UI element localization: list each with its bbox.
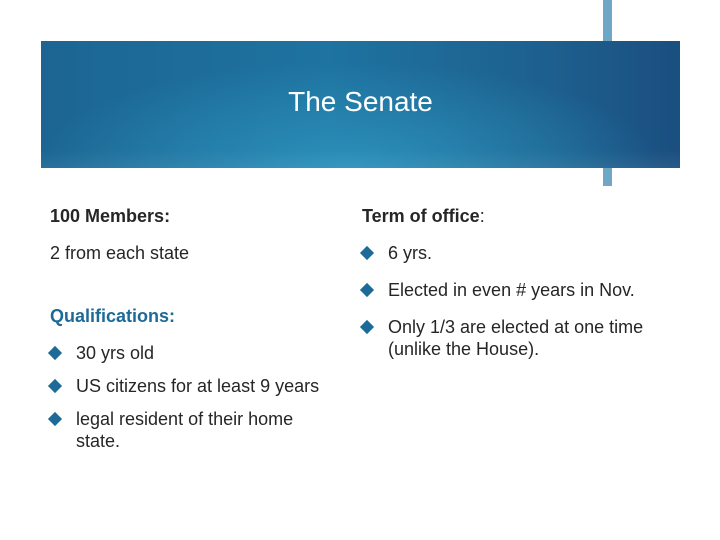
diamond-bullet-icon bbox=[48, 346, 62, 360]
term-list bbox=[362, 242, 682, 360]
members-detail: 2 from each state bbox=[50, 243, 190, 263]
members-heading: 100 Members: bbox=[50, 206, 171, 226]
list-item: 6 yrs. bbox=[362, 242, 682, 264]
term-heading-colon: : bbox=[479, 206, 485, 226]
qualifications-section bbox=[50, 305, 350, 452]
term-heading-text: Term of office bbox=[362, 206, 480, 226]
list-item: Elected in even # years in Nov. bbox=[362, 279, 682, 301]
list-item: 30 yrs old bbox=[50, 342, 350, 364]
diamond-bullet-icon bbox=[360, 320, 374, 334]
list-item: legal resident of their home state. bbox=[50, 408, 330, 452]
list-item: Only 1/3 are elected at one time (unlike the House). bbox=[362, 316, 677, 360]
qualifications-list bbox=[50, 342, 350, 452]
term-heading bbox=[362, 205, 682, 227]
title-banner bbox=[41, 41, 680, 168]
diamond-bullet-icon bbox=[360, 283, 374, 297]
list-item: US citizens for at least 9 years bbox=[50, 375, 350, 397]
diamond-bullet-icon bbox=[48, 412, 62, 426]
qualifications-heading: Qualifications: bbox=[50, 306, 176, 326]
right-column bbox=[362, 205, 682, 360]
slide-title: The Senate bbox=[288, 86, 433, 117]
diamond-bullet-icon bbox=[48, 379, 62, 393]
left-column bbox=[50, 205, 350, 264]
diamond-bullet-icon bbox=[360, 246, 374, 260]
